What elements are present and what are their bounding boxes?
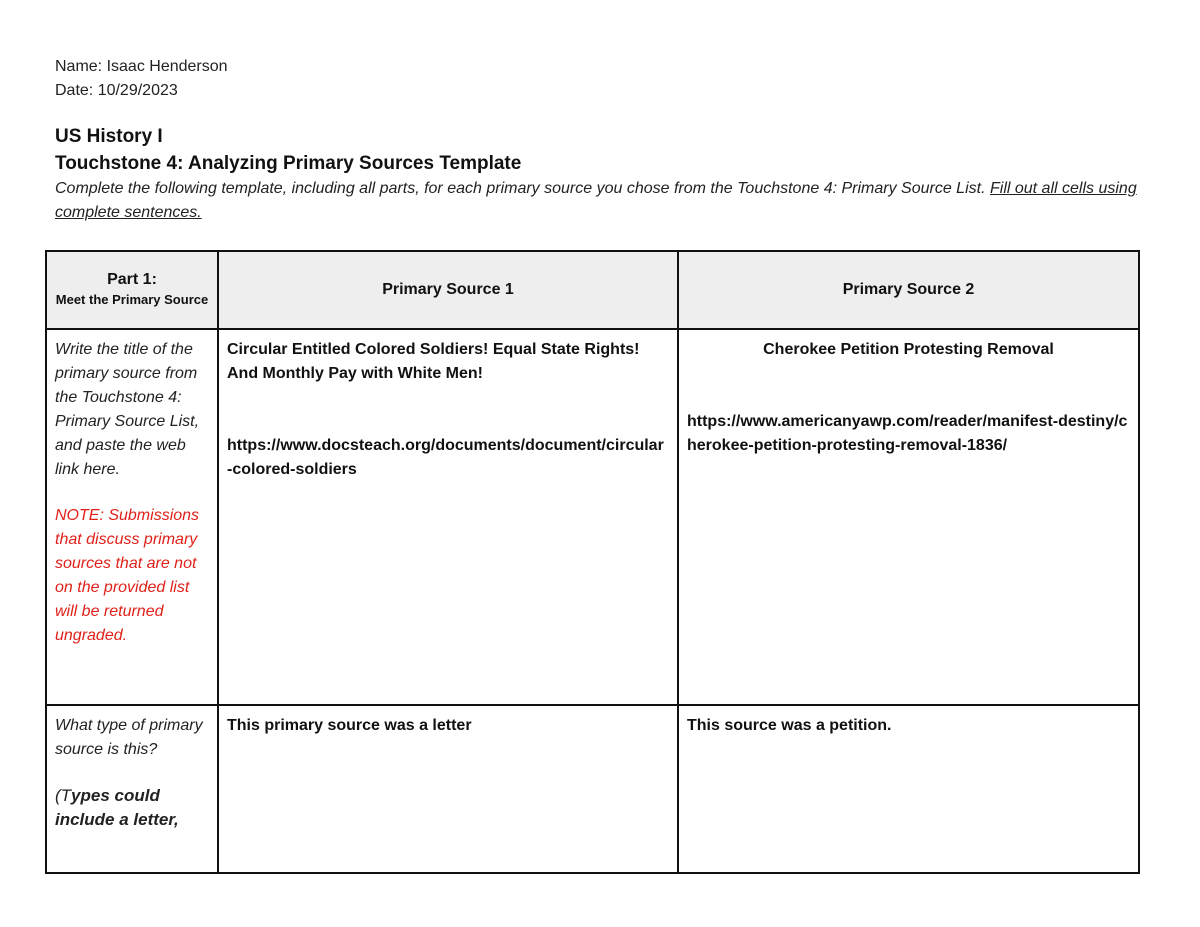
- prompt-text: What type of primary source is this?: [55, 717, 203, 758]
- source2-title: Cherokee Petition Protesting Removal: [763, 341, 1054, 358]
- table-header-row: [46, 251, 1139, 329]
- course-title: US History I: [55, 126, 163, 147]
- prompt-note: NOTE: Submissions that discuss primary sources that are not on the provided list will be returned ungraded.: [55, 507, 200, 644]
- source1-title: Circular Entitled Colored Soldiers! Equal State Rights! And Monthly Pay with White Men!: [227, 341, 640, 382]
- table-row: [46, 329, 1139, 705]
- prompt-cell: [46, 705, 218, 873]
- instructions-emphasis: Fill out all cells using complete sentences.: [55, 180, 1137, 221]
- assignment-title: Touchstone 4: Analyzing Primary Sources Template: [55, 153, 522, 174]
- source2-type: This source was a petition.: [687, 717, 892, 734]
- source1-header: Primary Source 1: [218, 251, 678, 329]
- submission-date: Date: 10/29/2023: [55, 82, 178, 99]
- source2-answer-cell[interactable]: [678, 705, 1139, 873]
- source1-link[interactable]: https://www.docsteach.org/documents/document/circular-colored-soldiers: [227, 437, 664, 478]
- document-header: [55, 55, 1155, 225]
- prompt-examples-text: ypes could include a letter,: [55, 786, 179, 829]
- part-subtitle: Meet the Primary Source: [55, 292, 209, 307]
- part-header-cell: [46, 251, 218, 329]
- prompt-text: Write the title of the primary source from the Touchstone 4: Primary Source List, and paste the web link here.: [55, 341, 200, 478]
- prompt-examples: [55, 784, 209, 832]
- source2-header: Primary Source 2: [678, 251, 1139, 329]
- prompt-cell: [46, 329, 218, 705]
- student-name: Name: Isaac Henderson: [55, 58, 228, 75]
- source1-answer-cell[interactable]: [218, 329, 678, 705]
- table-row: [46, 705, 1139, 873]
- source1-type: This primary source was a letter: [227, 717, 472, 734]
- instructions-text: Complete the following template, including all parts, for each primary source you chose from the Touchstone 4: Primary Source List.: [55, 180, 986, 197]
- prompt-examples-open: (T: [55, 786, 72, 805]
- source2-answer-cell[interactable]: [678, 329, 1139, 705]
- source1-answer-cell[interactable]: [218, 705, 678, 873]
- source2-link[interactable]: https://www.americanyawp.com/reader/manifest-destiny/cherokee-petition-protesting-removal-1836/: [687, 413, 1128, 454]
- primary-source-table: [45, 250, 1140, 874]
- part-label: Part 1:: [107, 271, 157, 288]
- instructions: [55, 177, 1155, 225]
